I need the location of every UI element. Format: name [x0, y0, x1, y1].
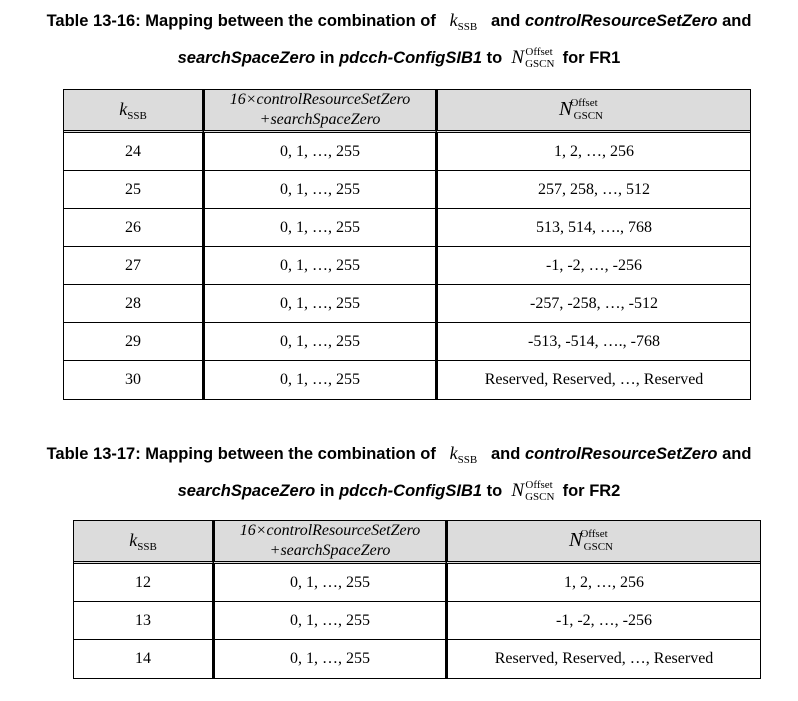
cell-index-range: 0, 1, …, 255 [203, 361, 436, 399]
cell-offset-range: -1, -2, …, -256 [436, 247, 750, 285]
cell-index-range: 0, 1, …, 255 [203, 171, 436, 209]
caption-param-coreset: controlResourceSetZero [524, 445, 718, 463]
caption-text: to [486, 49, 503, 67]
caption-text: in [319, 482, 335, 500]
cell-offset-range: -257, -258, …, -512 [436, 285, 750, 323]
table1-caption-line2 [0, 48, 798, 70]
cell-k-ssb: 28 [64, 285, 203, 323]
caption-param-coreset: controlResourceSetZero [524, 12, 718, 30]
caption-param-searchspace: searchSpaceZero [177, 49, 316, 67]
caption-text: and [491, 12, 521, 30]
cell-offset-range: 1, 2, …, 256 [436, 133, 750, 171]
cell-k-ssb: 25 [64, 171, 203, 209]
table2-caption-line1 [0, 443, 798, 466]
cell-k-ssb: 24 [64, 133, 203, 171]
caption-text: and [722, 12, 752, 30]
cell-index-range: 0, 1, …, 255 [203, 209, 436, 247]
cell-k-ssb: 26 [64, 209, 203, 247]
caption-text: Table 13-16: Mapping between the combination of [46, 12, 436, 30]
table-row [64, 209, 750, 247]
table-row [64, 133, 750, 171]
table-header-row [74, 521, 760, 564]
table1-caption-line1 [0, 10, 798, 33]
cell-offset-range: Reserved, Reserved, …, Reserved [436, 361, 750, 399]
k-ssb-symbol: $k_{SSB}$ [449, 443, 478, 466]
table-13-17 [73, 520, 761, 679]
cell-index-range: 0, 1, …, 255 [203, 247, 436, 285]
caption-text: in [319, 49, 335, 67]
cell-k-ssb: 14 [74, 640, 213, 678]
caption-text: Table 13-17: Mapping between the combination of [46, 445, 436, 463]
table-row [64, 285, 750, 323]
caption-text: and [722, 445, 752, 463]
caption-text: and [491, 445, 521, 463]
table2-caption-line2 [0, 481, 798, 503]
caption-param-pdcch: pdcch-ConfigSIB1 [339, 49, 483, 67]
table-row [74, 564, 760, 602]
cell-index-range: 0, 1, …, 255 [213, 564, 446, 602]
cell-index-range: 0, 1, …, 255 [203, 285, 436, 323]
table-row [64, 361, 750, 399]
header-k-ssb: $k_{SSB}$ [64, 90, 203, 133]
cell-k-ssb: 29 [64, 323, 203, 361]
cell-index-range: 0, 1, …, 255 [203, 323, 436, 361]
table-row [74, 640, 760, 678]
table-row [74, 602, 760, 640]
cell-index-range: 0, 1, …, 255 [203, 133, 436, 171]
cell-offset-range: 257, 258, …, 512 [436, 171, 750, 209]
caption-text: for FR1 [562, 49, 621, 67]
caption-param-searchspace: searchSpaceZero [177, 482, 316, 500]
table-13-16 [63, 89, 751, 400]
caption-param-pdcch: pdcch-ConfigSIB1 [339, 482, 483, 500]
table-header-row [64, 90, 750, 133]
header-k-ssb: $k_{SSB}$ [74, 521, 213, 564]
cell-offset-range: 513, 514, …., 768 [436, 209, 750, 247]
cell-k-ssb: 12 [74, 564, 213, 602]
cell-index-range: 0, 1, …, 255 [213, 640, 446, 678]
n-gscn-offset-symbol: N Offset $_{GSCN}$ [511, 479, 555, 503]
cell-k-ssb: 30 [64, 361, 203, 399]
n-gscn-offset-symbol: N Offset $_{GSCN}$ [511, 46, 555, 70]
k-ssb-symbol: $k_{SSB}$ [449, 10, 478, 33]
header-coreset-searchspace: 16×controlResourceSetZero +searchSpaceZero [213, 521, 446, 564]
cell-offset-range: Reserved, Reserved, …, Reserved [446, 640, 760, 678]
header-n-gscn-offset: $N^{Offset}_{GSCN}$ [436, 90, 750, 133]
cell-k-ssb: 27 [64, 247, 203, 285]
header-n-gscn-offset: $N^{Offset}_{GSCN}$ [446, 521, 760, 564]
cell-offset-range: 1, 2, …, 256 [446, 564, 760, 602]
cell-k-ssb: 13 [74, 602, 213, 640]
caption-text: to [486, 482, 503, 500]
table-row [64, 171, 750, 209]
table-row [64, 323, 750, 361]
cell-offset-range: -513, -514, …., -768 [436, 323, 750, 361]
caption-text: for FR2 [562, 482, 621, 500]
header-coreset-searchspace: 16×controlResourceSetZero +searchSpaceZero [203, 90, 436, 133]
cell-index-range: 0, 1, …, 255 [213, 602, 446, 640]
table-row [64, 247, 750, 285]
cell-offset-range: -1, -2, …, -256 [446, 602, 760, 640]
